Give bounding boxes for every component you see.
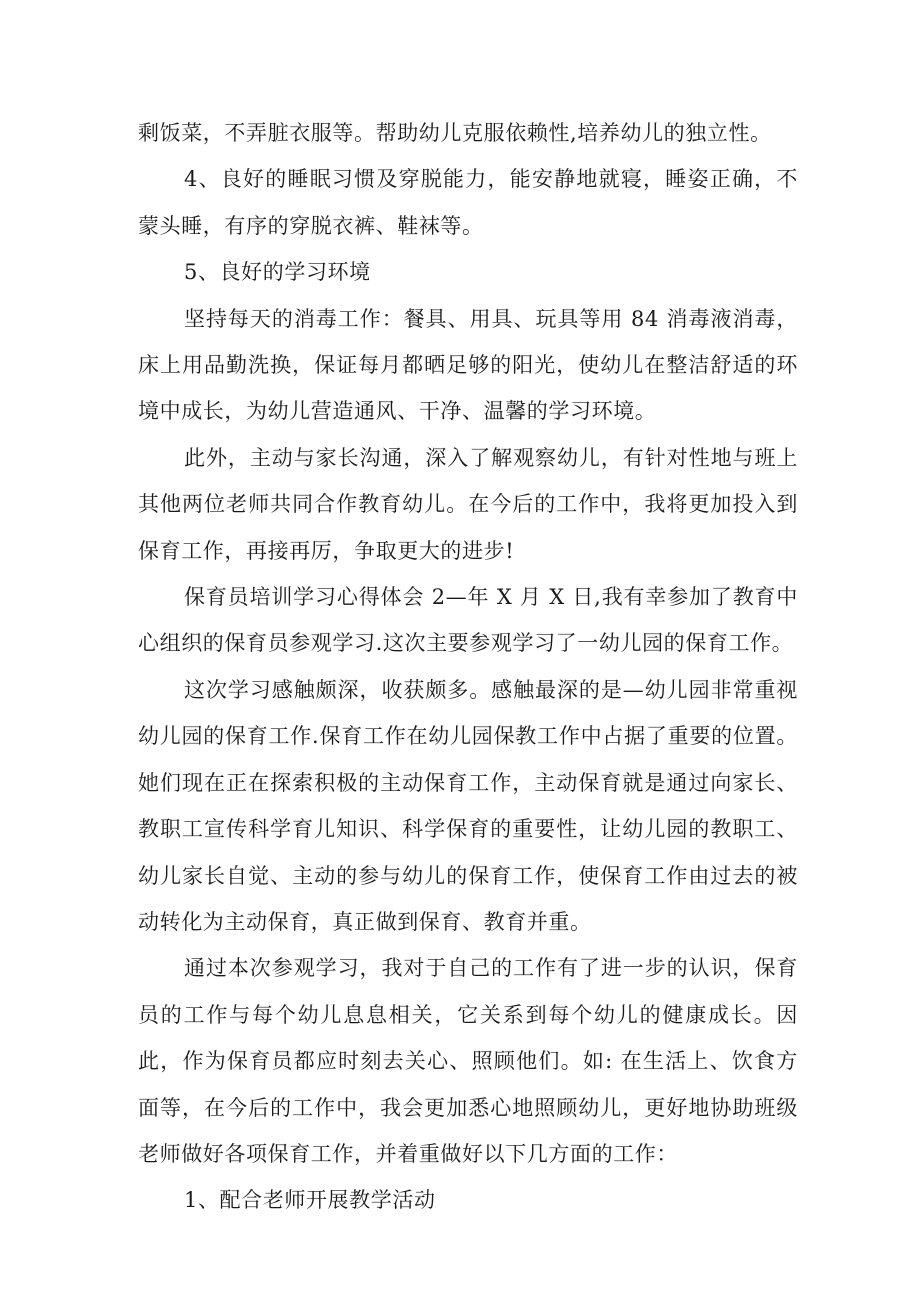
paragraph-reflection: 通过本次参观学习，我对于自己的工作有了进一步的认识，保育员的工作与每个幼儿息息相关，它关系到每个幼儿的健康成长。因此，作为保育员都应时刻去关心、照顾他们。如: 在生活上、饮食方面等，在今后的工作中，我会更加悉心地照顾幼儿，更好地协助班级老师做好各项保育工作，并着重做好以下几方面的工作： xyxy=(138,956,798,1166)
paragraph-parent-communication: 此外，主动与家长沟通，深入了解观察幼儿，有针对性地与班上其他两位老师共同合作教育幼儿。在今后的工作中，我将更加投入到保育工作，再接再厉，争取更大的进步! xyxy=(138,445,798,563)
paragraph-disinfection: 坚持每天的消毒工作：餐具、用具、玩具等用 84 消毒液消毒，床上用品勤洗换，保证每月都晒足够的阳光，使幼儿在整洁舒适的环境中成长，为幼儿营造通风、干净、温馨的学习环境。 xyxy=(138,306,798,424)
document-body xyxy=(138,110,798,1224)
paragraph-training-intro: 保育员培训学习心得体会 2—年 X 月 X 日,我有幸参加了教育中心组织的保育员参观学习.这次主要参观学习了一幼儿园的保育工作。 xyxy=(138,585,798,656)
paragraph-item-5-heading: 5、良好的学习环境 xyxy=(184,260,371,285)
paragraph-continuation: 剩饭菜，不弄脏衣服等。帮助幼儿克服依赖性,培养幼儿的独立性。 xyxy=(138,121,772,145)
paragraph-item-4: 4、良好的睡眠习惯及穿脱能力，能安静地就寝，睡姿正确，不蒙头睡，有序的穿脱衣裤、鞋袜等。 xyxy=(138,167,798,238)
paragraph-learning-impressions: 这次学习感触颇深，收获颇多。感触最深的是—幼儿园非常重视幼儿园的保育工作.保育工作在幼儿园保教工作中占据了重要的位置。她们现在正在探索积极的主动保育工作，主动保育就是通过向家长、教职工宣传科学育儿知识、科学保育的重要性，让幼儿园的教职工、幼儿家长自觉、主动的参与幼儿的保育工作，使保育工作由过去的被动转化为主动保育，真正做到保育、教育并重。 xyxy=(138,677,798,934)
paragraph-item-1-heading: 1、配合老师开展教学活动 xyxy=(184,1188,436,1213)
